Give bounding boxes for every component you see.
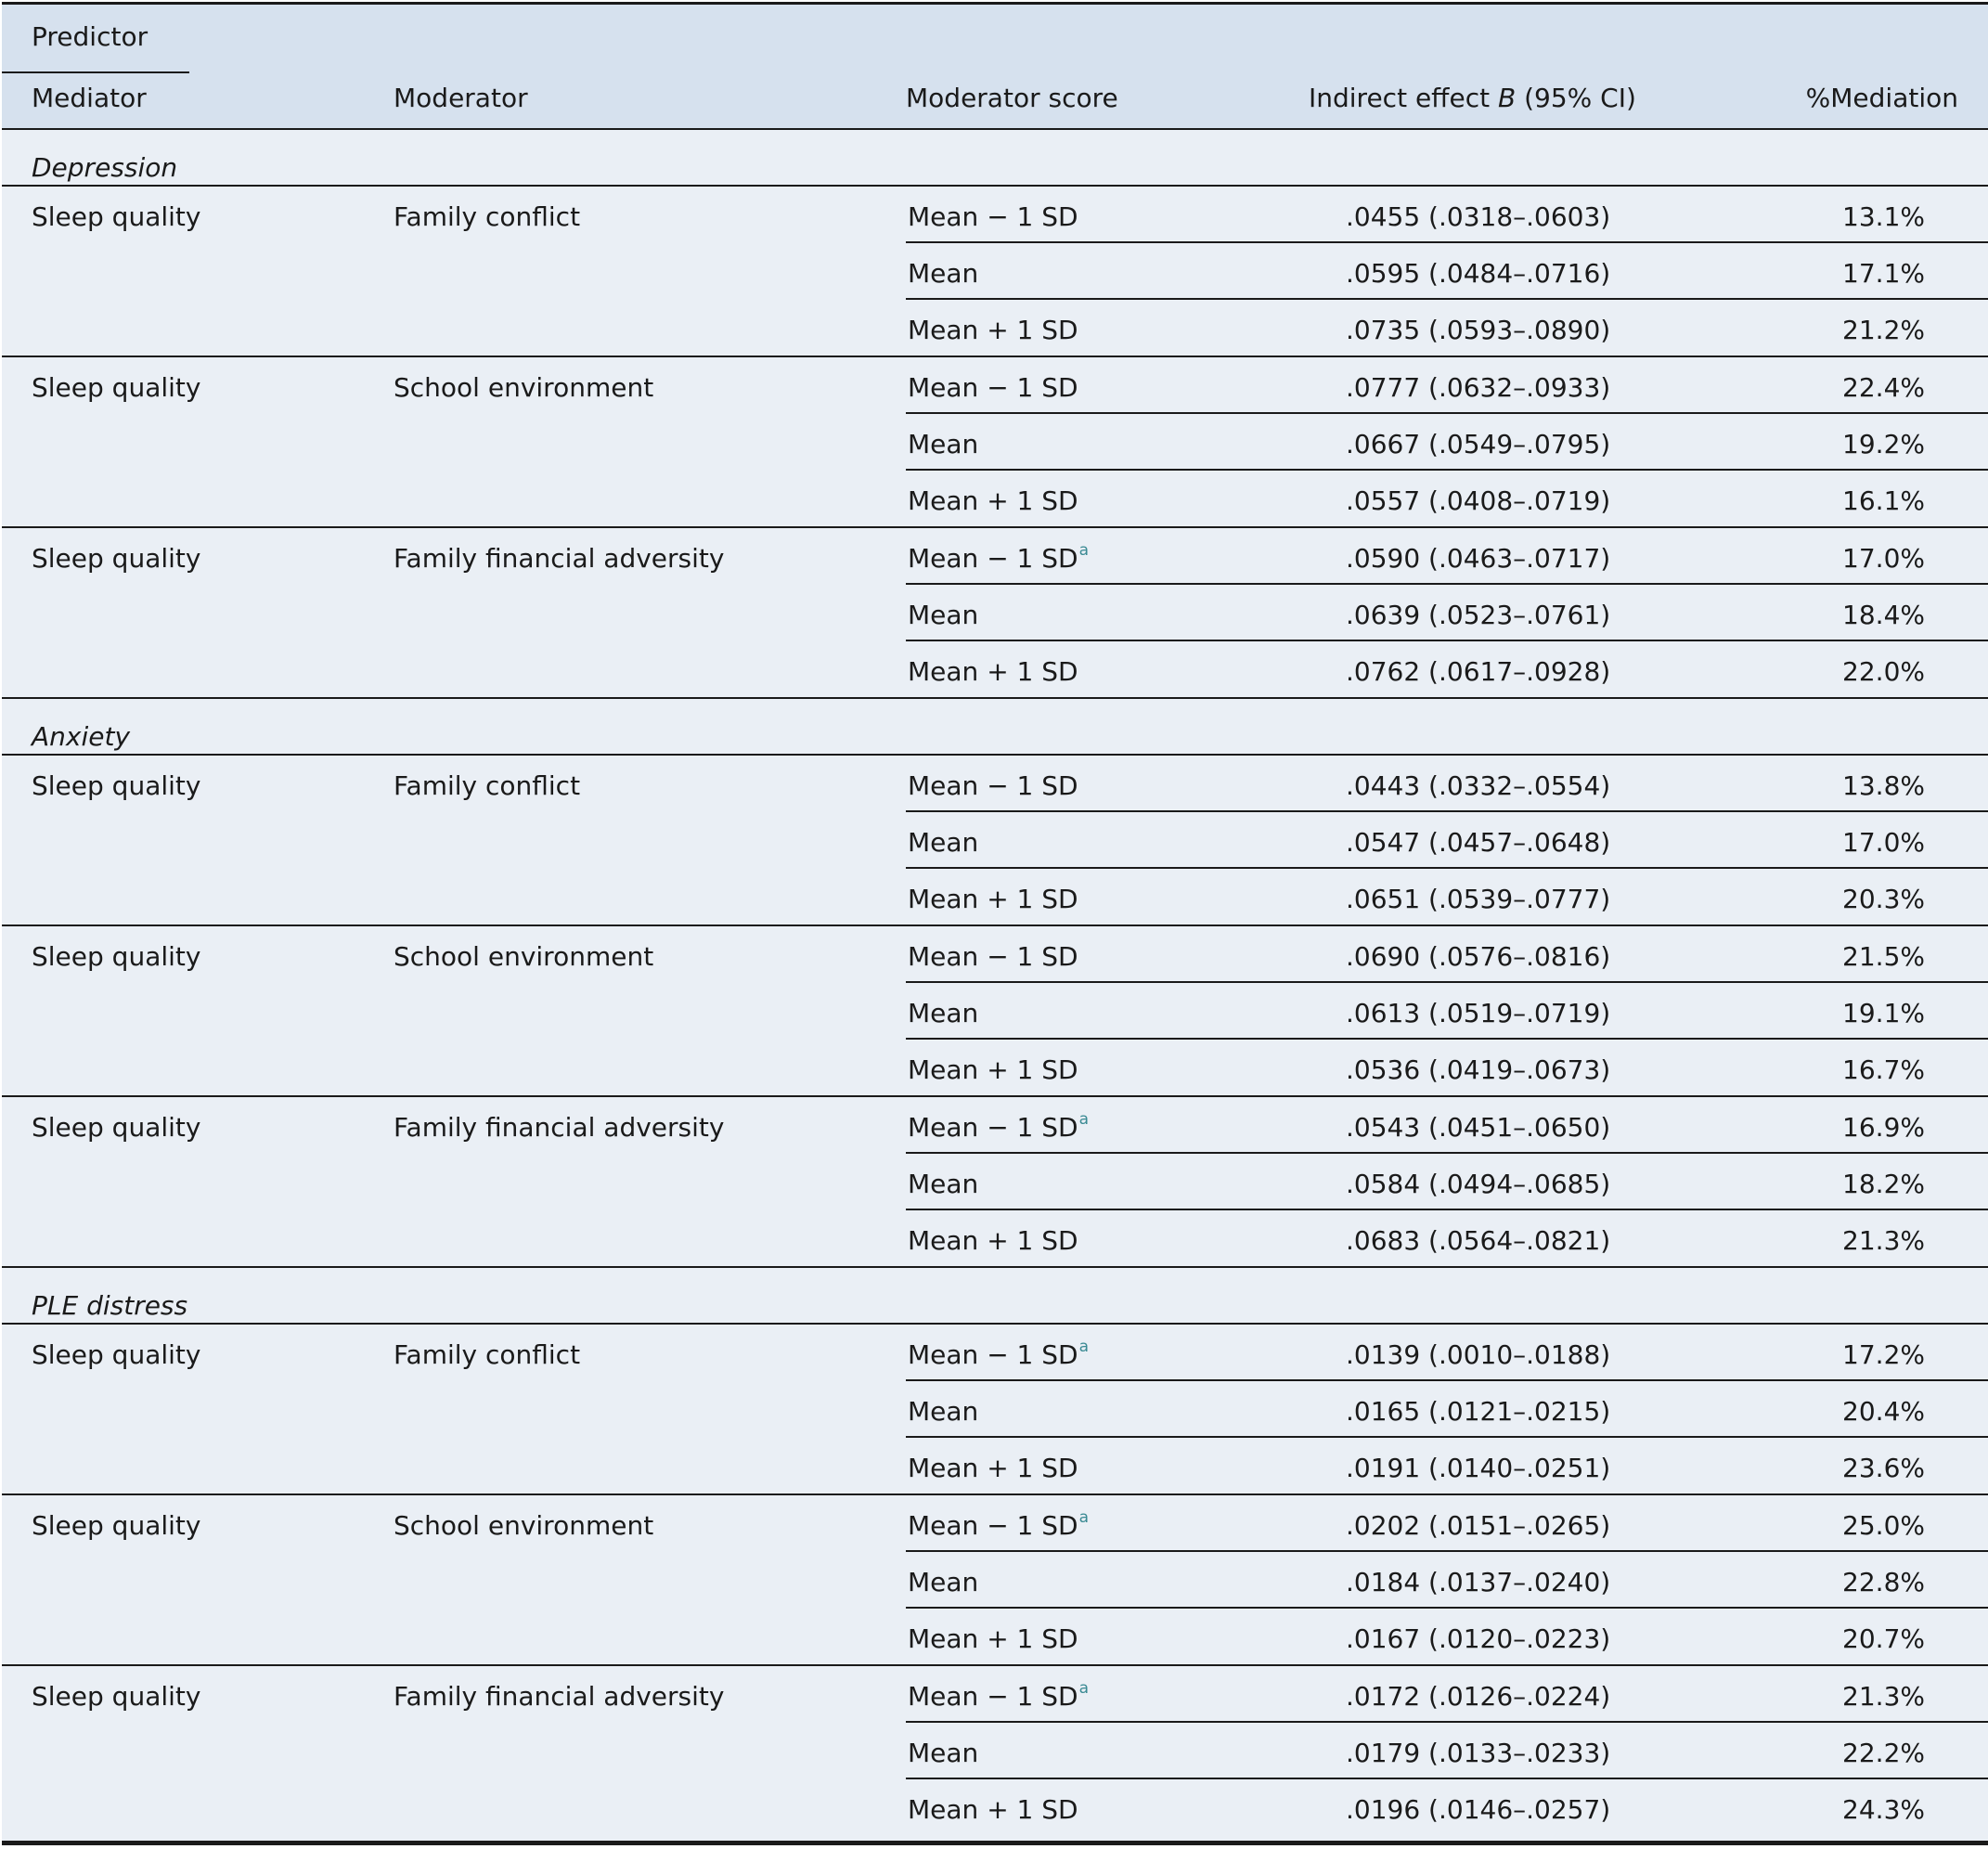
mediator-cell: Sleep quality	[32, 770, 201, 801]
mediation-percent-cell: 21.3%	[1842, 1225, 1925, 1256]
table-row	[906, 1210, 1988, 1267]
indirect-effect-cell: .0690 (.0576–.0816)	[1346, 941, 1611, 972]
table-row	[906, 1325, 1988, 1381]
moderator-score-text: Mean	[908, 600, 979, 630]
moderator-score-text: Mean + 1 SD	[908, 884, 1078, 914]
moderator-score-cell	[908, 884, 1078, 914]
moderator-score-cell	[908, 201, 1078, 232]
section-label: PLE distress	[32, 1290, 188, 1321]
moderator-score-text: Mean − 1 SD	[908, 543, 1078, 574]
table-row	[906, 1666, 1988, 1723]
table-row	[906, 357, 1988, 414]
moderator-score-cell	[908, 1567, 978, 1597]
mediator-cell: Sleep quality	[32, 1510, 201, 1541]
mediator-cell: Sleep quality	[32, 1112, 201, 1143]
moderator-score-cell	[908, 540, 1090, 574]
moderator-score-text: Mean − 1 SD	[908, 1112, 1078, 1143]
moderator-score-text: Mean − 1 SD	[908, 1681, 1078, 1712]
moderator-score-cell	[908, 429, 978, 459]
table-row-group	[2, 187, 1988, 357]
mediation-percent-cell: 19.2%	[1842, 429, 1925, 459]
indirect-effect-cell: .0196 (.0146–.0257)	[1346, 1794, 1611, 1825]
table-row	[906, 1723, 1988, 1779]
table-row-group	[2, 1666, 1988, 1837]
mediation-percent-cell: 16.7%	[1842, 1054, 1925, 1085]
mediation-percent-cell: 13.1%	[1842, 201, 1925, 232]
moderator-score-cell	[908, 656, 1078, 687]
table-row	[906, 756, 1988, 812]
moderator-score-cell	[908, 1453, 1078, 1483]
table-row	[906, 1381, 1988, 1438]
moderator-score-cell	[908, 1678, 1090, 1712]
moderator-score-text: Mean − 1 SD	[908, 201, 1078, 232]
table-row-group	[2, 528, 1988, 699]
mediation-percent-cell: 20.7%	[1842, 1623, 1925, 1654]
moderator-score-cell	[908, 770, 1078, 801]
table-row	[906, 1779, 1988, 1836]
indirect-effect-cell: .0667 (.0549–.0795)	[1346, 429, 1611, 459]
mediation-percent-cell: 17.0%	[1842, 543, 1925, 574]
indirect-effect-cell: .0639 (.0523–.0761)	[1346, 600, 1611, 630]
header-mediation: %Mediation	[1805, 83, 1958, 113]
indirect-effect-cell: .0543 (.0451–.0650)	[1346, 1112, 1611, 1143]
mediation-percent-cell: 17.0%	[1842, 827, 1925, 858]
moderator-score-cell	[908, 1794, 1078, 1825]
moderator-score-text: Mean	[908, 258, 979, 289]
moderator-score-cell	[908, 600, 978, 630]
table-row-group	[2, 1325, 1988, 1495]
moderator-score-cell	[908, 1109, 1090, 1143]
mediation-percent-cell: 21.3%	[1842, 1681, 1925, 1712]
table-row	[906, 187, 1988, 243]
table-row	[906, 1040, 1988, 1096]
indirect-effect-cell: .0613 (.0519–.0719)	[1346, 998, 1611, 1028]
moderator-score-cell	[908, 372, 1078, 403]
moderator-score-cell	[908, 827, 978, 858]
indirect-effect-cell: .0777 (.0632–.0933)	[1346, 372, 1611, 403]
table-header	[2, 5, 1988, 130]
header-indirect-effect	[1309, 83, 1636, 113]
indirect-effect-cell: .0191 (.0140–.0251)	[1346, 1453, 1611, 1483]
moderator-score-text: Mean − 1 SD	[908, 372, 1078, 403]
moderator-cell: Family conflict	[394, 1339, 581, 1370]
mediation-percent-cell: 23.6%	[1842, 1453, 1925, 1483]
indirect-effect-cell: .0536 (.0419–.0673)	[1346, 1054, 1611, 1085]
moderator-score-text: Mean + 1 SD	[908, 315, 1078, 345]
moderator-cell: School environment	[394, 372, 654, 403]
table-row-group	[2, 926, 1988, 1097]
table-row	[906, 414, 1988, 471]
table-row	[906, 983, 1988, 1040]
moderator-score-text: Mean + 1 SD	[908, 485, 1078, 516]
indirect-effect-cell: .0557 (.0408–.0719)	[1346, 485, 1611, 516]
table-row	[906, 1609, 1988, 1665]
mediator-cell: Sleep quality	[32, 372, 201, 403]
footnote-marker: a	[1078, 540, 1090, 560]
mediation-percent-cell: 20.3%	[1842, 884, 1925, 914]
table-row	[906, 300, 1988, 356]
moderator-cell: Family financial adversity	[394, 1112, 725, 1143]
mediation-percent-cell: 16.9%	[1842, 1112, 1925, 1143]
table-row	[906, 1552, 1988, 1609]
moderator-score-text: Mean	[908, 1567, 979, 1597]
table-row-group	[2, 357, 1988, 528]
moderator-cell: Family conflict	[394, 201, 581, 232]
table-row-group	[2, 1495, 1988, 1666]
indirect-effect-cell: .0595 (.0484–.0716)	[1346, 258, 1611, 289]
mediator-cell: Sleep quality	[32, 1681, 201, 1712]
moderator-score-text: Mean − 1 SD	[908, 770, 1078, 801]
moderator-cell: Family financial adversity	[394, 543, 725, 574]
section-row	[2, 130, 1988, 187]
moderator-cell: School environment	[394, 941, 654, 972]
footnote-marker: a	[1078, 1109, 1090, 1129]
moderator-score-cell	[908, 1225, 1078, 1256]
moderator-score-text: Mean	[908, 1169, 979, 1199]
mediation-percent-cell: 13.8%	[1842, 770, 1925, 801]
moderator-score-text: Mean + 1 SD	[908, 1054, 1078, 1085]
mediation-percent-cell: 18.2%	[1842, 1169, 1925, 1199]
moderator-cell: Family financial adversity	[394, 1681, 725, 1712]
mediation-percent-cell: 19.1%	[1842, 998, 1925, 1028]
table-row	[906, 926, 1988, 983]
moderator-score-text: Mean	[908, 998, 979, 1028]
mediation-percent-cell: 21.2%	[1842, 315, 1925, 345]
mediation-percent-cell: 17.2%	[1842, 1339, 1925, 1370]
mediator-cell: Sleep quality	[32, 1339, 201, 1370]
moderator-score-cell	[908, 1339, 1089, 1370]
moderator-score-cell	[908, 1169, 978, 1199]
moderator-score-text: Mean − 1 SD	[908, 1510, 1078, 1541]
moderator-cell: School environment	[394, 1510, 654, 1541]
moderator-score-text: Mean + 1 SD	[908, 1794, 1078, 1825]
moderator-score-text: Mean − 1 SD	[908, 941, 1078, 972]
moderator-score-cell	[908, 485, 1078, 516]
moderator-score-cell	[908, 1507, 1090, 1541]
indirect-effect-cell: .0683 (.0564–.0821)	[1346, 1225, 1611, 1256]
header-indirect-effect-suffix: (95% CI)	[1516, 83, 1636, 113]
mediation-percent-cell: 21.5%	[1842, 941, 1925, 972]
header-indirect-effect-b: B	[1497, 83, 1517, 113]
indirect-effect-cell: .0184 (.0137–.0240)	[1346, 1567, 1611, 1597]
indirect-effect-cell: .0139 (.0010–.0188)	[1346, 1339, 1611, 1370]
indirect-effect-cell: .0202 (.0151–.0265)	[1346, 1510, 1611, 1541]
footnote-marker: a	[1078, 1678, 1090, 1698]
header-moderator: Moderator	[394, 83, 528, 113]
table-row	[906, 528, 1988, 585]
table-row	[906, 471, 1988, 527]
indirect-effect-cell: .0547 (.0457–.0648)	[1346, 827, 1611, 858]
indirect-effect-cell: .0735 (.0593–.0890)	[1346, 315, 1611, 345]
table-row	[906, 1438, 1988, 1494]
indirect-effect-cell: .0455 (.0318–.0603)	[1346, 201, 1611, 232]
table-row	[906, 1495, 1988, 1552]
mediation-percent-cell: 17.1%	[1842, 258, 1925, 289]
indirect-effect-cell: .0179 (.0133–.0233)	[1346, 1738, 1611, 1768]
indirect-effect-cell: .0443 (.0332–.0554)	[1346, 770, 1611, 801]
indirect-effect-cell: .0651 (.0539–.0777)	[1346, 884, 1611, 914]
indirect-effect-cell: .0167 (.0120–.0223)	[1346, 1623, 1611, 1654]
moderator-score-text: Mean − 1 SD	[908, 1339, 1078, 1370]
indirect-effect-cell: .0584 (.0494–.0685)	[1346, 1169, 1611, 1199]
mediation-percent-cell: 20.4%	[1842, 1396, 1925, 1427]
mediation-percent-cell: 22.2%	[1842, 1738, 1925, 1768]
mediation-percent-cell: 18.4%	[1842, 600, 1925, 630]
moderator-score-text: Mean	[908, 429, 979, 459]
mediation-percent-cell: 16.1%	[1842, 485, 1925, 516]
indirect-effect-cell: .0762 (.0617–.0928)	[1346, 656, 1611, 687]
table-row	[906, 1097, 1988, 1154]
footnote-marker: a	[1078, 1337, 1090, 1356]
header-mediator: Mediator	[32, 83, 147, 113]
moderator-cell: Family conflict	[394, 770, 581, 801]
moderator-score-text: Mean + 1 SD	[908, 656, 1078, 687]
mediator-cell: Sleep quality	[32, 201, 201, 232]
table-row-group	[2, 756, 1988, 926]
indirect-effect-cell: .0590 (.0463–.0717)	[1346, 543, 1611, 574]
section-row	[2, 699, 1988, 756]
section-row	[2, 1268, 1988, 1325]
indirect-effect-cell: .0172 (.0126–.0224)	[1346, 1681, 1611, 1712]
moderator-score-text: Mean + 1 SD	[908, 1623, 1078, 1654]
section-label: Anxiety	[32, 721, 131, 752]
table-row-group	[2, 1097, 1988, 1268]
mediation-table	[2, 2, 1988, 1845]
mediation-percent-cell: 25.0%	[1842, 1510, 1925, 1541]
mediation-percent-cell: 22.0%	[1842, 656, 1925, 687]
moderator-score-text: Mean	[908, 1738, 979, 1768]
moderator-score-cell	[908, 258, 978, 289]
moderator-score-cell	[908, 1738, 978, 1768]
moderator-score-text: Mean + 1 SD	[908, 1225, 1078, 1256]
header-indirect-effect-prefix: Indirect effect	[1309, 83, 1498, 113]
mediator-cell: Sleep quality	[32, 941, 201, 972]
section-label: Depression	[32, 152, 178, 183]
table-row	[906, 641, 1988, 698]
moderator-score-text: Mean + 1 SD	[908, 1453, 1078, 1483]
mediator-cell: Sleep quality	[32, 543, 201, 574]
header-predictor-rule	[2, 71, 189, 73]
footnote-marker: a	[1078, 1507, 1090, 1527]
table-row	[906, 585, 1988, 641]
moderator-score-cell	[908, 998, 978, 1028]
header-predictor: Predictor	[32, 21, 148, 52]
moderator-score-cell	[908, 1396, 978, 1427]
mediation-percent-cell: 22.8%	[1842, 1567, 1925, 1597]
moderator-score-cell	[908, 941, 1078, 972]
table-row	[906, 1154, 1988, 1210]
mediation-percent-cell: 24.3%	[1842, 1794, 1925, 1825]
mediation-percent-cell: 22.4%	[1842, 372, 1925, 403]
indirect-effect-cell: .0165 (.0121–.0215)	[1346, 1396, 1611, 1427]
table-body	[2, 130, 1988, 1837]
table-row	[906, 243, 1988, 300]
moderator-score-cell	[908, 315, 1078, 345]
moderator-score-cell	[908, 1623, 1078, 1654]
table-row	[906, 812, 1988, 869]
moderator-score-text: Mean	[908, 827, 979, 858]
header-moderator-score: Moderator score	[906, 83, 1118, 113]
moderator-score-cell	[908, 1054, 1078, 1085]
table-row	[906, 869, 1988, 925]
moderator-score-text: Mean	[908, 1396, 979, 1427]
